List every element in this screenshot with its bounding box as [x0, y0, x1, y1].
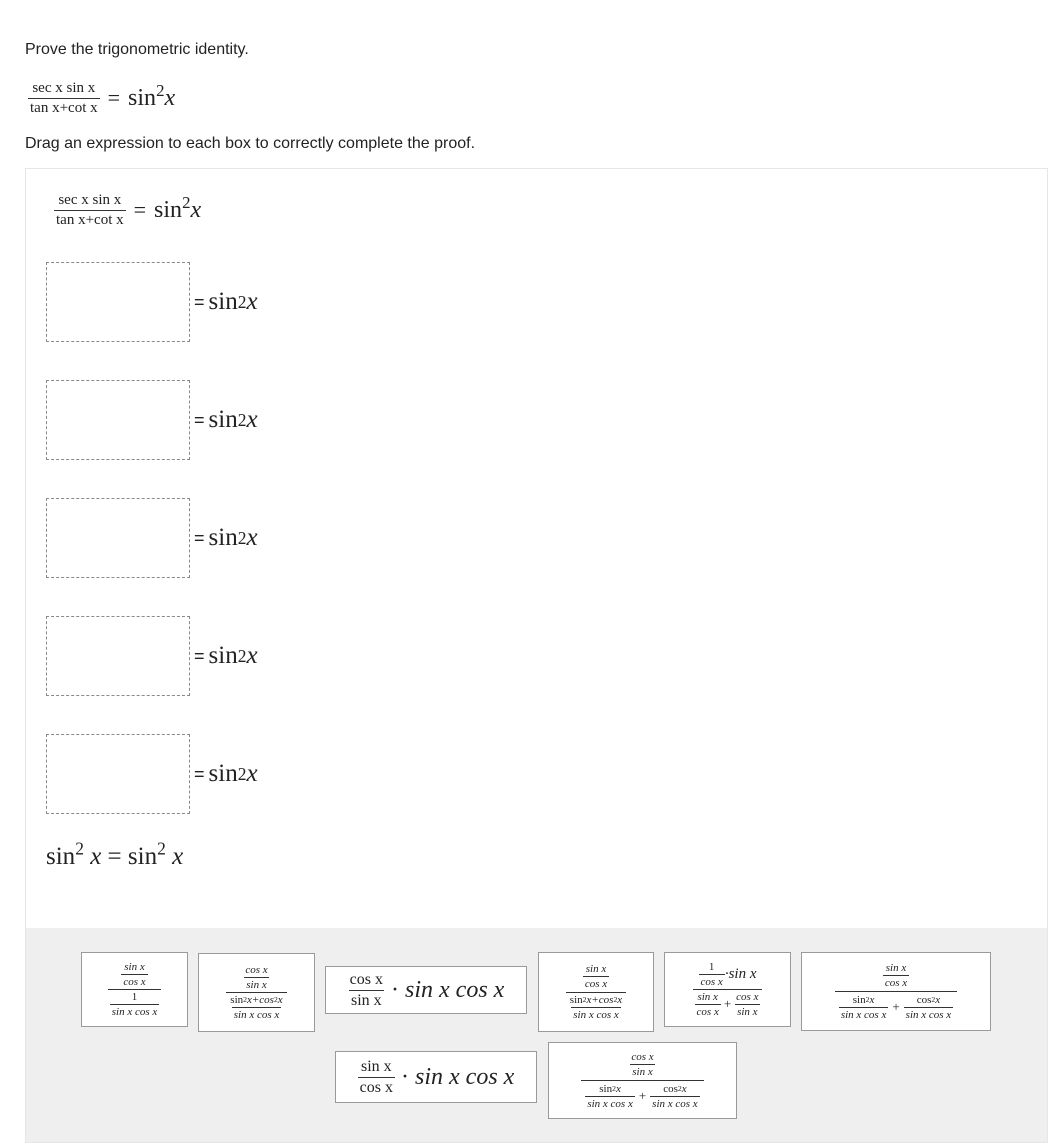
tile-6-top: [881, 962, 911, 990]
start-fraction: [54, 192, 126, 228]
tile-6-inner-frac-a: [883, 962, 909, 989]
tile-5-inner-frac-c: [734, 991, 760, 1018]
frac-den: sin x cos x: [111, 1006, 158, 1019]
rhs-base: sin: [208, 760, 238, 787]
frac-num: cos 2 x: [916, 993, 941, 1006]
txt: x+cos: [246, 994, 274, 1006]
dot-operator: ·: [391, 976, 399, 1003]
dot-operator: ·: [401, 1063, 409, 1090]
frac-num: 1: [131, 991, 138, 1003]
rhs-base: sin: [208, 524, 238, 551]
step-equals: =: [194, 645, 205, 666]
identity-statement: [28, 80, 175, 116]
txt: x: [617, 993, 623, 1006]
start-numerator: sec x sin x: [58, 192, 122, 208]
frac-den: sin x: [632, 1066, 653, 1079]
frac-den: sin x: [737, 1006, 758, 1019]
frac-den: sin x: [246, 978, 267, 991]
final-lhs-exp: 2: [75, 838, 84, 859]
proof-step-5: [46, 734, 258, 814]
proof-start-line: [54, 192, 201, 228]
rhs-var: x: [164, 84, 176, 111]
rhs-var: x: [246, 288, 258, 315]
rhs-var: x: [246, 760, 258, 787]
step-1-rhs: = sin 2 x: [194, 288, 258, 315]
proof-step-1: [46, 262, 258, 342]
frac-num: sin x: [124, 960, 145, 973]
frac-num: sin 2 x: [599, 1082, 621, 1095]
expression-tile-2[interactable]: [198, 953, 315, 1032]
rhs-var: x: [190, 196, 202, 223]
step-equals: =: [194, 409, 205, 430]
tile-5-top: [697, 961, 759, 989]
step-equals: =: [194, 527, 205, 548]
tile-3-product: sin x cos x: [405, 976, 505, 1003]
proof-final-line: [46, 838, 184, 871]
prompt-text: Prove the trigonometric identity.: [25, 41, 249, 58]
tile-8-fraction: [581, 1051, 703, 1109]
frac-den: sin x cos x: [587, 1097, 633, 1110]
step-equals: =: [194, 291, 205, 312]
drop-slot-4[interactable]: [46, 616, 190, 696]
frac-den: sin x cos x: [233, 1009, 280, 1022]
frac-num: cos x: [736, 991, 759, 1003]
identity-equals: =: [107, 85, 121, 110]
tile-4-top: [581, 963, 611, 991]
final-lhs-base: sin: [46, 843, 76, 870]
txt: sin: [599, 1082, 613, 1095]
identity-fraction: [28, 80, 100, 116]
frac-num: sin x: [697, 991, 718, 1003]
tile-6-inner-frac-p: [839, 994, 889, 1021]
tile-4-fraction: [566, 963, 626, 1020]
tile-8-top: [627, 1051, 657, 1079]
tile-1-bottom: [108, 989, 162, 1018]
expression-tile-7[interactable]: [335, 1051, 537, 1103]
frac-den: cos x: [884, 977, 908, 990]
frac-den: sin x cos x: [905, 1008, 952, 1021]
tile-6-bottom: [835, 991, 957, 1021]
tile-1-top: [119, 961, 149, 989]
tile-5-bottom: [693, 989, 763, 1018]
step-3-rhs: = sin 2 x: [194, 524, 258, 551]
frac-num: sin 2 x: [852, 993, 875, 1006]
expression-tile-1[interactable]: [81, 952, 188, 1027]
plus-operator: +: [723, 996, 732, 1012]
frac-den: sin x: [351, 991, 382, 1009]
frac-den: cos x: [696, 1006, 719, 1019]
txt: cos: [916, 993, 932, 1006]
txt: sin: [569, 993, 583, 1006]
txt: x+cos: [586, 993, 614, 1006]
frac-den: sin x cos x: [840, 1008, 887, 1021]
rhs-base: sin: [208, 642, 238, 669]
tile-2-top: [241, 964, 271, 992]
frac-den: cos x: [700, 975, 723, 988]
expression-tile-5[interactable]: [664, 952, 791, 1027]
frac-num: cos 2 x: [663, 1082, 687, 1095]
rhs-base: sin: [128, 84, 157, 111]
dot-sin: ·sin x: [724, 966, 757, 983]
tile-5-inner-frac-b: [695, 991, 721, 1018]
tile-1-fraction: [108, 961, 162, 1018]
rhs-exp: 2: [156, 80, 165, 100]
step-2-rhs: = sin 2 x: [194, 406, 258, 433]
tile-8-inner-frac-p: [585, 1083, 635, 1110]
step-4-rhs: = sin 2 x: [194, 642, 258, 669]
tile-2-fraction: [226, 964, 286, 1021]
tile-1-inner-frac-a: [121, 961, 147, 988]
frac-num: cos x: [349, 970, 383, 988]
step-5-rhs: = sin 2 x: [194, 760, 258, 787]
plus-operator: +: [892, 998, 900, 1014]
frac-num: cos x: [245, 963, 268, 976]
tile-2-inner-frac-b: [228, 994, 284, 1021]
tile-6-inner-frac-q: [904, 994, 954, 1021]
rhs-base: sin: [208, 288, 238, 315]
proof-step-3: [46, 498, 258, 578]
plus-operator: +: [638, 1087, 647, 1103]
rhs-base: sin: [208, 406, 238, 433]
drop-slot-1[interactable]: [46, 262, 190, 342]
tile-7-fraction: [358, 1058, 395, 1096]
expression-tile-4[interactable]: [538, 952, 654, 1032]
start-equals: =: [133, 197, 147, 222]
identity-denominator: tan x+cot x: [30, 99, 98, 116]
tile-3-fraction: [348, 971, 385, 1009]
tile-8-bottom: [581, 1080, 703, 1110]
drop-slot-2[interactable]: [46, 380, 190, 460]
frac-den: cos x: [584, 978, 608, 991]
final-lhs-var: x: [90, 843, 102, 870]
tile-4-bottom: [566, 992, 626, 1021]
txt: x: [615, 1082, 621, 1095]
final-equals: =: [107, 843, 122, 870]
txt: x: [681, 1082, 687, 1095]
expression-tile-8[interactable]: [548, 1042, 737, 1119]
frac-num: sin x: [361, 1057, 392, 1075]
txt: cos: [663, 1082, 678, 1095]
tile-6-fraction: [835, 962, 957, 1020]
tile-4-inner-frac-b: [568, 994, 624, 1021]
start-denominator: tan x+cot x: [56, 211, 124, 228]
rhs-var: x: [246, 524, 258, 551]
frac-den: cos x: [359, 1078, 393, 1096]
rhs-var: x: [246, 406, 258, 433]
tile-2-bottom: [226, 992, 286, 1021]
frac-num: sin 2 x+cos 2 x: [230, 994, 283, 1006]
frac-den: sin x cos x: [573, 1008, 619, 1021]
frac-den: sin x cos x: [652, 1097, 698, 1110]
tile-8-inner-frac-q: [650, 1083, 700, 1110]
expression-tile-6[interactable]: [801, 952, 991, 1031]
frac-num: sin x: [885, 962, 907, 975]
start-rhs: [154, 192, 202, 224]
tile-8-inner-frac-a: [629, 1051, 655, 1078]
rhs-exp: 2: [182, 192, 191, 212]
expression-tile-3[interactable]: [325, 966, 527, 1014]
txt: sin: [230, 994, 244, 1006]
txt: x: [935, 993, 941, 1006]
tile-4-inner-frac-a: [583, 963, 609, 990]
rhs-var: x: [246, 642, 258, 669]
frac-num: sin 2 x+cos 2 x: [569, 993, 623, 1006]
txt: x: [277, 994, 283, 1006]
identity-numerator: sec x sin x: [32, 80, 96, 96]
tile-5-inner-frac-a: [699, 961, 725, 988]
final-rhs-exp: 2: [157, 838, 166, 859]
tile-2-inner-frac-a: [243, 964, 269, 991]
proof-step-4: [46, 616, 258, 696]
drop-slot-5[interactable]: [46, 734, 190, 814]
txt: sin: [852, 993, 866, 1006]
step-equals: =: [194, 763, 205, 784]
frac-den: cos x: [123, 975, 146, 988]
drop-slot-3[interactable]: [46, 498, 190, 578]
rhs-base: sin: [154, 196, 183, 223]
frac-num: cos x: [631, 1051, 654, 1064]
frac-num: sin x: [585, 963, 607, 976]
final-rhs-base: sin: [127, 843, 158, 870]
final-rhs-var: x: [172, 843, 184, 870]
identity-rhs: [128, 80, 176, 112]
proof-step-2: [46, 380, 258, 460]
tile-7-product: sin x cos x: [415, 1063, 515, 1090]
txt: x: [869, 993, 875, 1006]
tile-1-inner-frac-b: [110, 991, 160, 1018]
drag-instruction: Drag an expression to each box to correctly complete the proof.: [25, 135, 476, 152]
frac-num: 1: [708, 960, 715, 973]
tile-5-fraction: [693, 961, 763, 1018]
